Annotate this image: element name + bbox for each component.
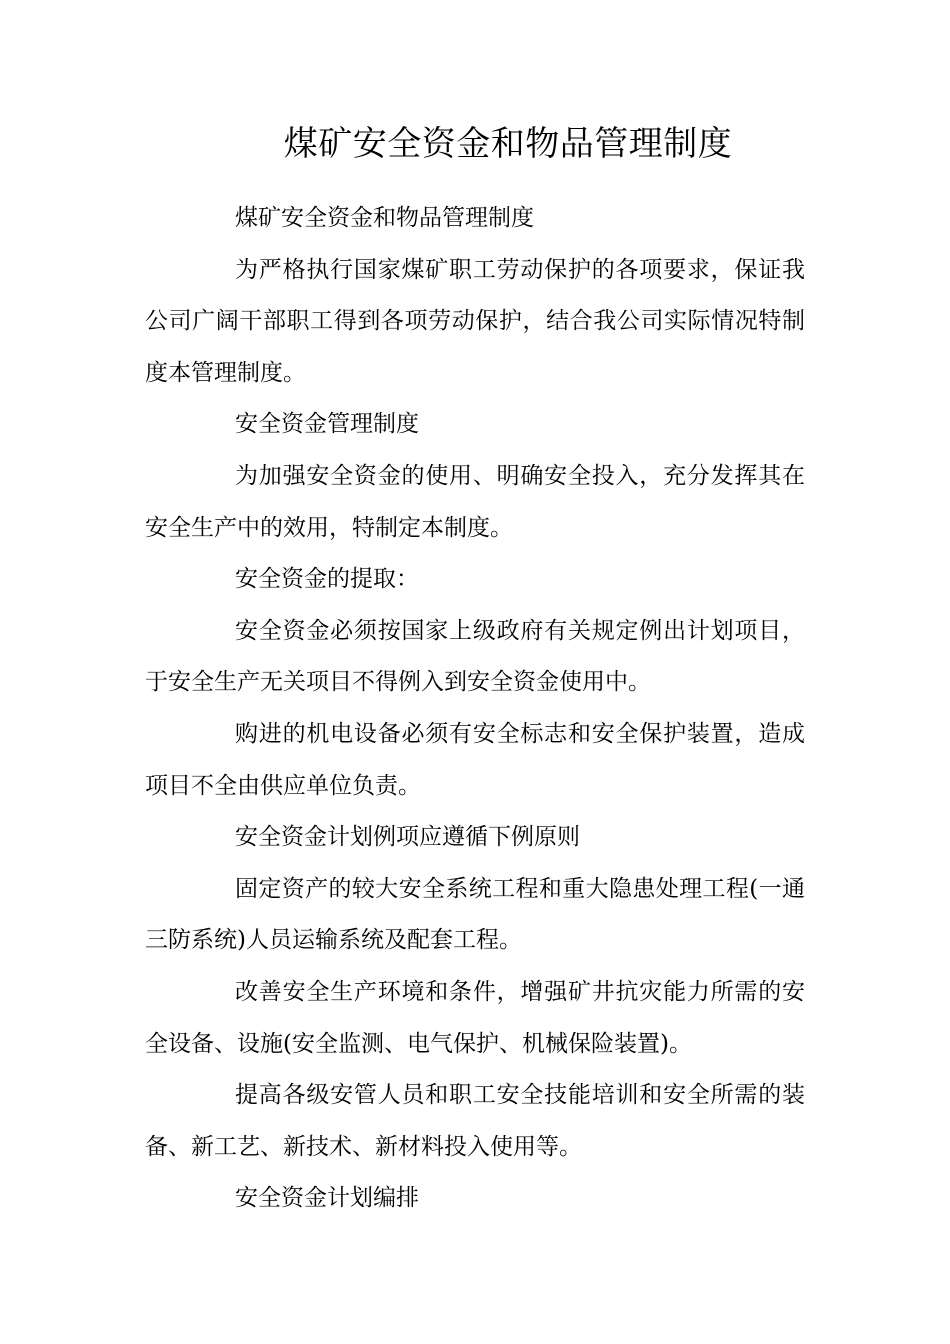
paragraph-fund-planning: 安全资金必须按国家上级政府有关规定例出计划项目，于安全生产无关项目不得例入到安全资金使用中。 bbox=[145, 617, 805, 696]
section-heading-fund-management: 安全资金管理制度 bbox=[235, 411, 419, 438]
paragraph-training: 提高各级安管人员和职工安全技能培训和安全所需的装备、新工艺、新技术、新材料投入使用等。 bbox=[145, 1082, 805, 1160]
paragraph-fixed-assets: 固定资产的较大安全系统工程和重大隐患处理工程(一通三防系统)人员运输系统及配套工程。 bbox=[145, 875, 805, 954]
section-heading-fund-extraction: 安全资金的提取： bbox=[235, 566, 419, 593]
document-title: 煤矿安全资金和物品管理制度 bbox=[283, 124, 733, 164]
document-body bbox=[145, 193, 805, 1225]
paragraph-intro: 为严格执行国家煤矿职工劳动保护的各项要求，保证我公司广阔干部职工得到各项劳动保护，结合我公司实际情况特制度本管理制度。 bbox=[145, 256, 805, 386]
paragraph-equipment: 购进的机电设备必须有安全标志和安全保护装置，造成项目不全由供应单位负责。 bbox=[145, 720, 805, 799]
paragraph-fund-purpose: 为加强安全资金的使用、明确安全投入，充分发挥其在安全生产中的效用，特制定本制度。 bbox=[145, 462, 805, 541]
paragraph-environment: 改善安全生产环境和条件，增强矿井抗灾能力所需的安全设备、设施(安全监测、电气保护、机械保险装置)。 bbox=[145, 978, 805, 1057]
section-heading-plan-arrangement: 安全资金计划编排 bbox=[235, 1185, 419, 1212]
paragraph-doc-heading: 煤矿安全资金和物品管理制度 bbox=[235, 205, 534, 231]
section-heading-plan-principles: 安全资金计划例项应遵循下例原则 bbox=[235, 824, 580, 851]
